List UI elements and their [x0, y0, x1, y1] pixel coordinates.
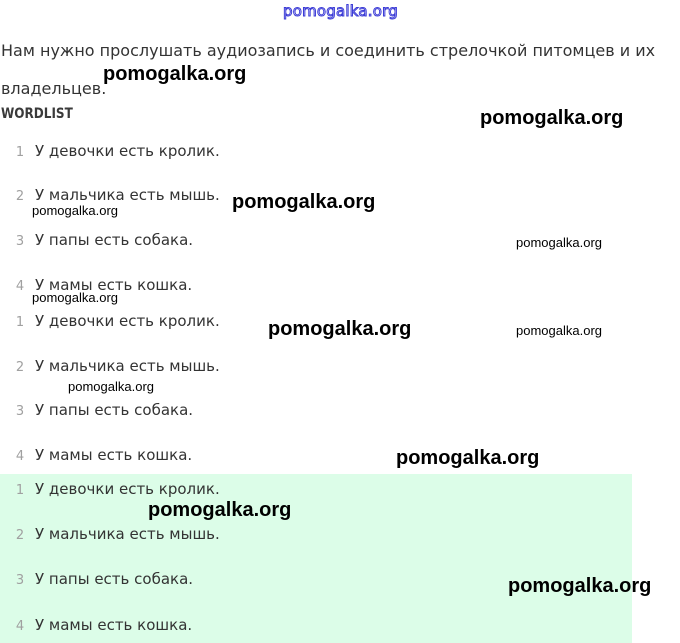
- item-number: 1: [15, 483, 25, 498]
- item-number: 4: [15, 449, 25, 464]
- item-text: У мамы есть кошка.: [35, 616, 193, 634]
- item-text: У мальчика есть мышь.: [35, 357, 220, 375]
- item-text: У девочки есть кролик.: [35, 480, 220, 498]
- item-text: У мальчика есть мышь.: [35, 186, 220, 204]
- watermark-text: pomogalka.org: [148, 499, 292, 521]
- item-text: У папы есть собака.: [35, 401, 194, 419]
- watermark-text: pomogalka.org: [516, 323, 602, 338]
- item-number: 1: [15, 145, 25, 160]
- watermark-text: pomogalka.org: [68, 379, 154, 394]
- watermark-text: pomogalka.org: [32, 203, 118, 218]
- wordlist-group-3-highlighted: [0, 474, 632, 643]
- intro-text: Нам нужно прослушать аудиозапись и соединить стрелочкой питомцев и их владельцев.: [1, 41, 656, 98]
- item-number: 4: [15, 279, 25, 294]
- watermark-text: pomogalka.org: [480, 107, 624, 129]
- item-text: У папы есть собака.: [35, 231, 194, 249]
- site-logo[interactable]: pomogalka.org: [283, 2, 398, 20]
- wordlist-group-1: [0, 140, 632, 310]
- item-number: 1: [15, 315, 25, 330]
- item-text: У девочки есть кролик.: [35, 312, 220, 330]
- item-number: 2: [15, 528, 25, 543]
- item-text: У мамы есть кошка.: [35, 446, 193, 464]
- item-text: У мальчика есть мышь.: [35, 525, 220, 543]
- item-number: 2: [15, 189, 25, 204]
- watermark-text: pomogalka.org: [396, 447, 540, 469]
- watermark-text: pomogalka.org: [103, 63, 247, 85]
- item-number: 3: [15, 234, 25, 249]
- item-number: 4: [15, 619, 25, 634]
- watermark-text: pomogalka.org: [32, 290, 118, 305]
- item-number: 3: [15, 404, 25, 419]
- item-text: У девочки есть кролик.: [35, 142, 220, 160]
- item-number: 3: [15, 573, 25, 588]
- watermark-text: pomogalka.org: [508, 575, 652, 597]
- item-text: У мамы есть кошка.: [35, 276, 193, 294]
- item-number: 2: [15, 360, 25, 375]
- watermark-text: pomogalka.org: [232, 191, 376, 213]
- watermark-text: pomogalka.org: [516, 235, 602, 250]
- item-text: У папы есть собака.: [35, 570, 194, 588]
- watermark-text: pomogalka.org: [268, 318, 412, 340]
- wordlist-title: WORDLIST: [1, 106, 73, 122]
